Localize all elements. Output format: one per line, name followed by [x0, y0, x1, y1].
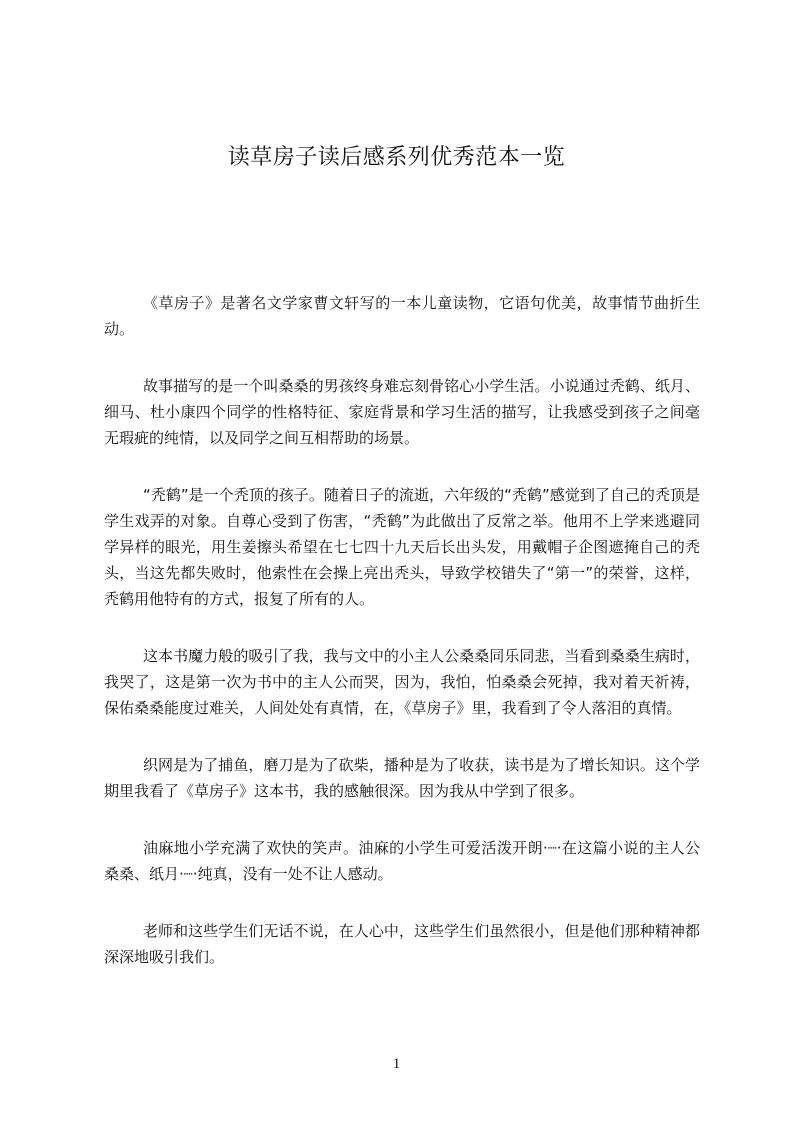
paragraph-intro: 《草房子》是著名文学家曹文轩写的一本儿童读物，它语句优美，故事情节曲折生动。 [104, 294, 700, 338]
document-body [104, 290, 700, 1001]
document-title: 读草房子读后感系列优秀范本一览 [227, 145, 566, 170]
paragraph-story-summary: 故事描写的是一个叫桑桑的男孩终身难忘刻骨铭心小学生活。小说通过秃鹤、纸月、细马、杜小康四个同学的性格特征、家庭背景和学习生活的描写，让我感受到孩子之间毫无瑕疵的纯情，以及同学之间互相帮助的场景。 [104, 377, 700, 447]
page-number: 1 [392, 1056, 401, 1072]
paragraph-youmadi-school: 油麻地小学充满了欢快的笑声。油麻的小学生可爱活泼开朗·┈·在这篇小说的主人公桑桑、纸月·┈·纯真，没有一处不让人感动。 [104, 839, 700, 883]
paragraph-teachers: 老师和这些学生们无话不说，在人心中，这些学生们虽然很小，但是他们那种精神都深深地吸引我们。 [104, 922, 700, 966]
paragraph-reading-purpose: 织网是为了捕鱼，磨刀是为了砍柴，播种是为了收获，读书是为了增长知识。这个学期里我看了《草房子》这本书，我的感触很深。因为我从中学到了很多。 [104, 756, 700, 800]
paragraph-tuhe: “秃鹤”是一个秃顶的孩子。随着日子的流逝，六年级的“秃鹤”感觉到了自己的秃顶是学生戏弄的对象。自尊心受到了伤害，“秃鹤”为此做出了反常之举。他用不上学来逃避同学异样的眼光，用生姜擦头希望在七七四十九天后长出头发，用戴帽子企图遮掩自己的秃头，当这先都失败时，他索性在会操上亮出秃头，导致学校错失了“第一”的荣誉，这样，秃鹤用他特有的方式，报复了所有的人。 [104, 486, 700, 608]
paragraph-sangsang: 这本书魔力般的吸引了我，我与文中的小主人公桑桑同乐同悲，当看到桑桑生病时，我哭了，这是第一次为书中的主人公而哭，因为，我怕，怕桑桑会死掉，我对着天祈祷，保佑桑桑能度过难关，人间处处有真情，在，《草房子》里，我看到了令人落泪的真情。 [104, 647, 700, 717]
